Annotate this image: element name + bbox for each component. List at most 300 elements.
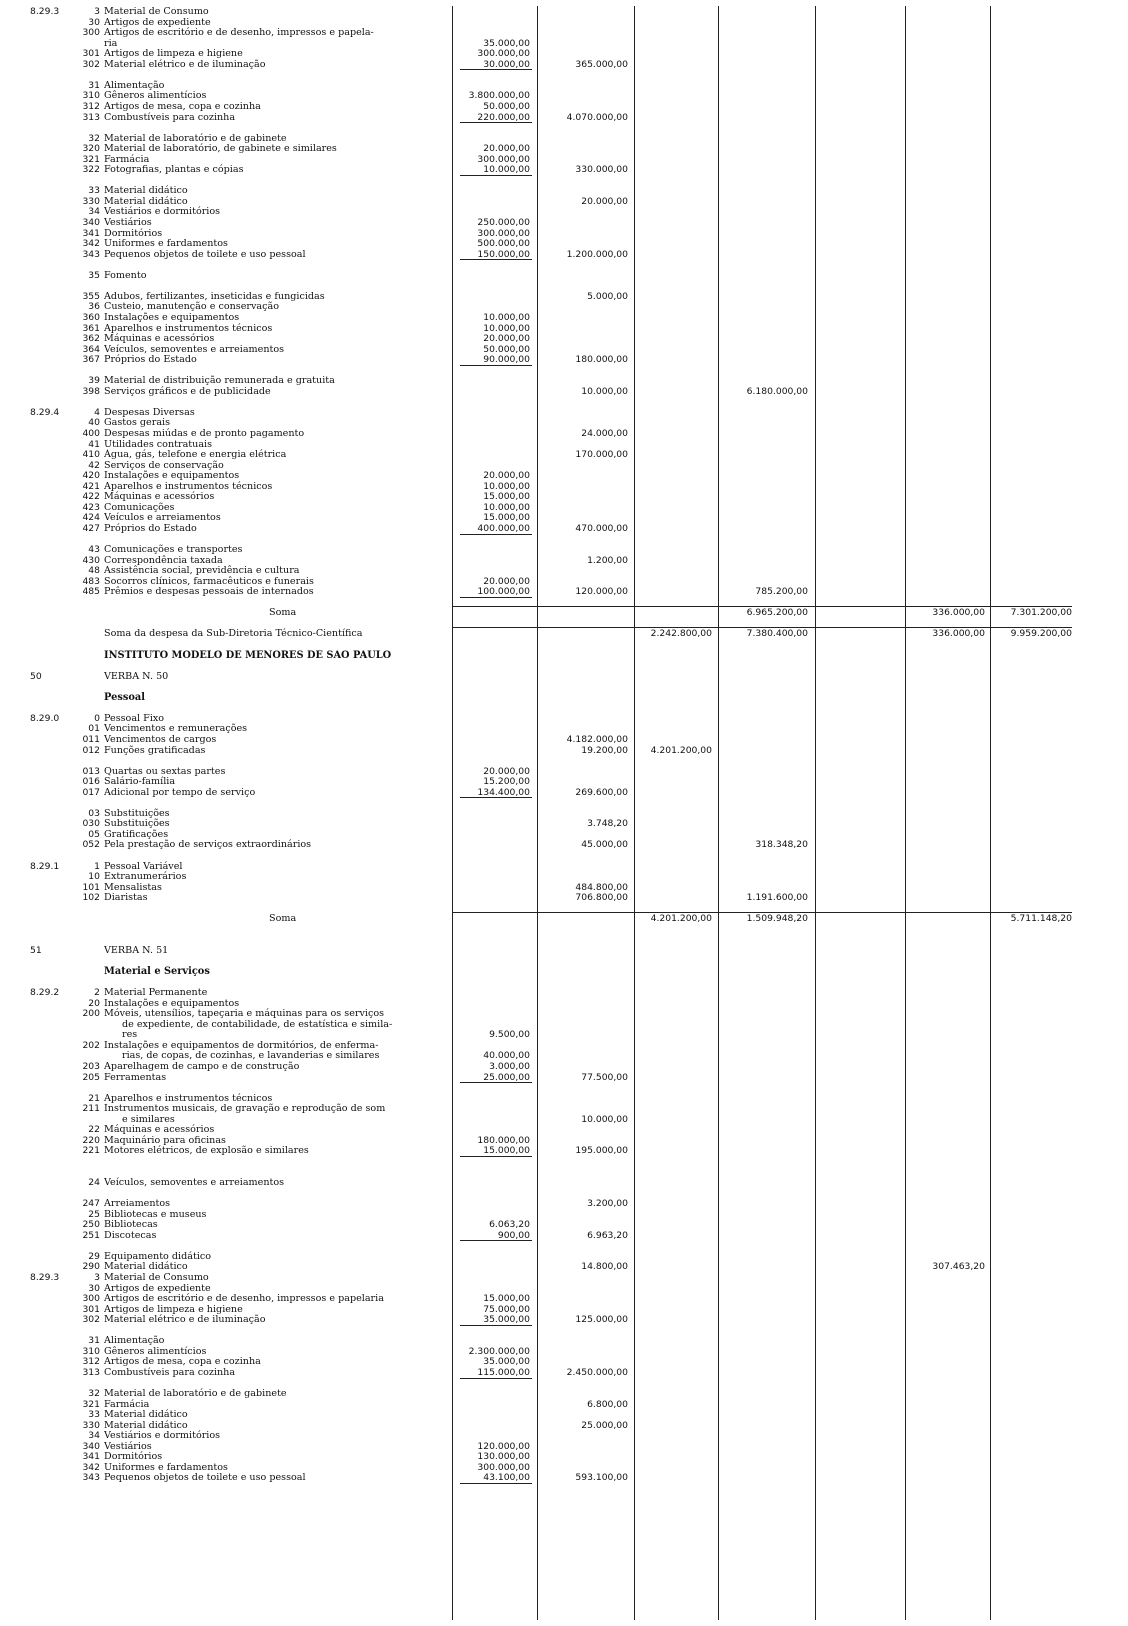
item-description: Adubos, fertilizantes, inseticidas e fungicidas [104, 290, 325, 302]
ledger-row [0, 291, 1128, 302]
item-code: 355 [82, 290, 100, 302]
ledger-row [0, 1145, 1128, 1156]
ledger-row [0, 586, 1128, 597]
section-code: 8.29.4 [30, 406, 60, 418]
item-description: Instalações e equipamentos [104, 470, 240, 482]
amount-v2: 1.200,00 [587, 554, 628, 566]
ledger-row [0, 491, 1128, 502]
item-description: Instalações e equipamentos de dormitórios, de enferma- [104, 1039, 379, 1051]
amount-v4: 7.380.400,00 [746, 628, 808, 640]
item-code: 483 [82, 575, 100, 587]
item-description: Material de laboratório e de gabinete [104, 1388, 287, 1400]
item-description: Dormitórios [104, 1451, 163, 1463]
item-code: 40 [88, 417, 100, 429]
item-description: Próprios do Estado [104, 522, 197, 534]
item-code: 41 [88, 438, 100, 450]
ledger-row [0, 101, 1128, 112]
ledger-row [0, 1430, 1128, 1441]
ledger-row [0, 1462, 1128, 1473]
subtotal-rule [460, 797, 532, 798]
item-code: 22 [88, 1124, 100, 1136]
ledger-row [0, 249, 1128, 260]
ledger-row [0, 1093, 1128, 1104]
ledger-row [0, 766, 1128, 777]
item-code: 361 [82, 322, 100, 334]
amount-v1: 15.200,00 [483, 776, 530, 788]
section-code: 8.29.2 [30, 987, 60, 999]
item-code: 320 [82, 143, 100, 155]
amount-v6: 336.000,00 [932, 607, 985, 619]
item-description: Água, gás, telefone e energia elétrica [104, 449, 287, 461]
ledger-row [0, 1040, 1128, 1051]
ledger-row [0, 1124, 1128, 1135]
amount-v2: 125.000,00 [575, 1314, 628, 1326]
amount-v2: 180.000,00 [575, 354, 628, 366]
ledger-row [0, 1335, 1128, 1346]
item-code: 31 [88, 1335, 100, 1347]
item-description: rias, de copas, de cozinhas, e lavanderias e similares [122, 1050, 380, 1062]
amount-v2: 10.000,00 [581, 385, 628, 397]
ledger-row [0, 1293, 1128, 1304]
amount-v1: 6.063,20 [489, 1219, 530, 1231]
item-code: 48 [88, 565, 100, 577]
spacer-row [0, 797, 1128, 808]
item-code: 36 [88, 301, 100, 313]
item-description: Combustíveis para cozinha [104, 1366, 236, 1378]
item-description: Artigos de expediente [104, 1282, 211, 1294]
ledger-row [0, 1451, 1128, 1462]
item-code: 011 [82, 733, 100, 745]
item-description: Motores elétricos, de explosão e similares [104, 1145, 309, 1157]
item-description: Soma [269, 913, 297, 925]
amount-v2: 3.200,00 [587, 1198, 628, 1210]
item-description: Vestiários e dormitórios [104, 206, 221, 218]
ledger-row [0, 386, 1128, 397]
amount-v1: 43.100,00 [483, 1472, 530, 1484]
item-code: 32 [88, 1388, 100, 1400]
item-description: Artigos de escritório e de desenho, impressos e papelaria [104, 1293, 384, 1305]
item-description: Veículos, semoventes e arreiamentos [104, 1177, 285, 1189]
ledger-row [0, 628, 1128, 639]
item-description: Vencimentos de cargos [104, 733, 217, 745]
item-code: 030 [82, 818, 100, 830]
item-description: Alimentação [104, 1335, 165, 1347]
item-description: Comunicações [104, 501, 175, 513]
item-code: 410 [82, 449, 100, 461]
ledger-row [0, 692, 1128, 703]
spacer-row [0, 1167, 1128, 1178]
subtotal-rule [460, 1325, 532, 1326]
item-code: 485 [82, 586, 100, 598]
item-code: 321 [82, 1398, 100, 1410]
item-code: 340 [82, 1440, 100, 1452]
item-code: 32 [88, 132, 100, 144]
item-description: Dormitórios [104, 227, 163, 239]
item-description: Artigos de limpeza e higiene [104, 48, 243, 60]
item-description: Instrumentos musicais, de gravação e reprodução de som [104, 1103, 386, 1115]
item-code: 341 [82, 227, 100, 239]
amount-v1: 15.000,00 [483, 512, 530, 524]
section-code: 8.29.1 [30, 860, 60, 872]
amount-v1: 90.000,00 [483, 354, 530, 366]
amount-v2: 1.200.000,00 [566, 248, 628, 260]
subtotal-rule [460, 597, 532, 598]
ledger-row [0, 987, 1128, 998]
ledger-row [0, 1356, 1128, 1367]
section-code: 8.29.0 [30, 712, 60, 724]
ledger-row [0, 1388, 1128, 1399]
ledger-row [0, 1072, 1128, 1083]
ledger-row [0, 449, 1128, 460]
total-rule [452, 627, 1072, 628]
amount-v2: 330.000,00 [575, 164, 628, 176]
amount-v1: 9.500,00 [489, 1029, 530, 1041]
item-description: Aparelhos e instrumentos técnicos [104, 1092, 273, 1104]
item-description: Instalações e equipamentos [104, 311, 240, 323]
ledger-row [0, 1135, 1128, 1146]
spacer-row [0, 681, 1128, 692]
amount-v4: 6.180.000,00 [746, 385, 808, 397]
spacer-row [0, 924, 1128, 935]
item-description: VERBA N. 51 [104, 944, 169, 956]
amount-v7: 7.301.200,00 [1010, 607, 1072, 619]
item-description: Material didático [104, 1261, 188, 1273]
amount-v1: 10.000,00 [483, 164, 530, 176]
item-description: Móveis, utensílios, tapeçaria e máquinas para os serviços [104, 1008, 385, 1020]
amount-v1: 100.000,00 [477, 586, 530, 598]
item-code: 302 [82, 58, 100, 70]
item-description: de expediente, de contabilidade, de estatística e simila- [122, 1018, 393, 1030]
item-code: 203 [82, 1061, 100, 1072]
ledger-row [0, 998, 1128, 1009]
item-code: 313 [82, 1366, 100, 1378]
item-description: Artigos de expediente [104, 16, 211, 28]
spacer-row [0, 702, 1128, 713]
item-code: 33 [88, 1409, 100, 1421]
ledger-row [0, 966, 1128, 977]
item-description: Fotografias, plantas e cópias [104, 164, 244, 176]
amount-v1: 20.000,00 [483, 333, 530, 345]
ledger-row [0, 301, 1128, 312]
amount-v1: 20.000,00 [483, 143, 530, 155]
ledger-row [0, 1008, 1128, 1019]
amount-v1: 130.000,00 [477, 1451, 530, 1463]
ledger-row [0, 1061, 1128, 1072]
ledger-row [0, 185, 1128, 196]
amount-v2: 2.450.000,00 [566, 1366, 628, 1378]
item-code: 017 [82, 786, 100, 798]
item-code: 342 [82, 1461, 100, 1473]
item-code: 367 [82, 354, 100, 366]
amount-v1: 10.000,00 [483, 480, 530, 492]
ledger-row [0, 565, 1128, 576]
ledger-row [0, 1251, 1128, 1262]
amount-v2: 484.800,00 [575, 881, 628, 893]
item-code: 250 [82, 1219, 100, 1231]
item-code: 39 [88, 375, 100, 387]
item-code: 10 [88, 871, 100, 883]
amount-v1: 50.000,00 [483, 343, 530, 355]
ledger-row [0, 671, 1128, 682]
amount-v2: 24.000,00 [581, 428, 628, 439]
amount-v2: 706.800,00 [575, 892, 628, 904]
ledger-row [0, 734, 1128, 745]
spacer-row [0, 69, 1128, 80]
item-description: Vestiários [104, 1440, 152, 1452]
item-code: 290 [82, 1261, 100, 1273]
ledger-row [0, 839, 1128, 850]
item-description: Gratificações [104, 828, 169, 840]
total-rule [452, 912, 1072, 913]
spacer-row [0, 755, 1128, 766]
item-description: Vestiários [104, 217, 152, 228]
item-code: 330 [82, 1419, 100, 1431]
amount-v1: 250.000,00 [477, 217, 530, 228]
ledger-row [0, 829, 1128, 840]
item-description: ria [104, 37, 118, 49]
item-description: Vestiários e dormitórios [104, 1430, 221, 1442]
amount-v1: 50.000,00 [483, 100, 530, 112]
amount-v2: 10.000,00 [581, 1113, 628, 1125]
item-description: Utilidades contratuais [104, 438, 213, 450]
item-code: 301 [82, 1303, 100, 1315]
item-description: Correspondência taxada [104, 554, 223, 566]
amount-v1: 10.000,00 [483, 501, 530, 513]
item-description: Material elétrico e de iluminação [104, 58, 266, 70]
item-code: 430 [82, 554, 100, 566]
spacer-row [0, 1325, 1128, 1336]
item-description: Artigos de limpeza e higiene [104, 1303, 243, 1315]
ledger-row [0, 745, 1128, 756]
item-code: 42 [88, 459, 100, 471]
ledger-row [0, 217, 1128, 228]
ledger-row [0, 1029, 1128, 1040]
ledger-row [0, 1346, 1128, 1357]
item-description: Artigos de mesa, copa e cozinha [104, 100, 261, 112]
item-description: Material didático [104, 185, 188, 197]
item-description: Soma da despesa da Sub-Diretoria Técnico-Científica [104, 628, 363, 640]
item-code: 360 [82, 311, 100, 323]
amount-v7: 5.711.148,20 [1010, 913, 1072, 925]
spacer-row [0, 639, 1128, 650]
item-description: Funções gratificadas [104, 744, 206, 756]
item-code: 101 [82, 881, 100, 893]
ledger-row [0, 723, 1128, 734]
ledger-row [0, 502, 1128, 513]
ledger-row [0, 1272, 1128, 1283]
item-code: 30 [88, 1282, 100, 1294]
item-description: Artigos de mesa, copa e cozinha [104, 1356, 261, 1368]
amount-v2: 470.000,00 [575, 522, 628, 534]
amount-v1: 300.000,00 [477, 1461, 530, 1473]
ledger-row [0, 206, 1128, 217]
amount-v6: 307.463,20 [932, 1261, 985, 1273]
amount-v1: 900,00 [497, 1229, 530, 1241]
spacer-row [0, 1082, 1128, 1093]
subtotal-rule [460, 1378, 532, 1379]
ledger-row [0, 154, 1128, 165]
amount-v2: 120.000,00 [575, 586, 628, 598]
item-code: 21 [88, 1092, 100, 1104]
item-description: Ferramentas [104, 1071, 167, 1083]
spacer-row [0, 122, 1128, 133]
item-code: 423 [82, 501, 100, 513]
amount-v1: 300.000,00 [477, 227, 530, 239]
item-description: Instalações e equipamentos [104, 997, 240, 1009]
amount-v1: 15.000,00 [483, 1145, 530, 1157]
total-rule [452, 606, 1072, 607]
ledger-row [0, 38, 1128, 49]
item-code: 300 [82, 27, 100, 39]
item-code: 341 [82, 1451, 100, 1463]
amount-v1: 10.000,00 [483, 322, 530, 334]
amount-v2: 19.200,00 [581, 744, 628, 756]
item-description: Máquinas e acessórios [104, 333, 215, 345]
spacer-row [0, 259, 1128, 270]
item-code: 398 [82, 385, 100, 397]
item-code: 012 [82, 744, 100, 756]
subtotal-rule [460, 365, 532, 366]
item-code: 247 [82, 1198, 100, 1210]
amount-v1: 500.000,00 [477, 238, 530, 250]
ledger-row [0, 650, 1128, 661]
item-description: Fomento [104, 269, 147, 281]
amount-v1: 40.000,00 [483, 1050, 530, 1062]
item-description: Discotecas [104, 1229, 157, 1241]
item-code: 300 [82, 1293, 100, 1305]
spacer-row [0, 977, 1128, 988]
item-description: res [122, 1029, 138, 1041]
ledger-row [0, 787, 1128, 798]
item-code: 01 [88, 723, 100, 735]
ledger-row [0, 1230, 1128, 1241]
amount-v1: 75.000,00 [483, 1303, 530, 1315]
subtotal-rule [460, 175, 532, 176]
amount-v2: 20.000,00 [581, 195, 628, 207]
item-description: Soma [269, 607, 297, 619]
item-description: Extranumerários [104, 871, 187, 883]
amount-v2: 4.070.000,00 [566, 111, 628, 123]
item-description: Equipamento didático [104, 1250, 212, 1262]
item-description: Artigos de escritório e de desenho, impressos e papela- [104, 27, 374, 39]
spacer-row [0, 175, 1128, 186]
section-code: 8.29.3 [30, 1272, 60, 1283]
item-code: 312 [82, 100, 100, 112]
spacer-row [0, 396, 1128, 407]
ledger-row [0, 861, 1128, 872]
item-code: 052 [82, 839, 100, 851]
spacer-row [0, 1240, 1128, 1251]
ledger-row [0, 428, 1128, 439]
ledger-row [0, 323, 1128, 334]
ledger-row [0, 1441, 1128, 1452]
spacer-row [0, 850, 1128, 861]
ledger-row [0, 164, 1128, 175]
item-description: Bibliotecas e museus [104, 1208, 207, 1220]
amount-v7: 9.959.200,00 [1010, 628, 1072, 640]
amount-v1: 150.000,00 [477, 248, 530, 260]
item-code: 25 [88, 1208, 100, 1220]
item-description: Adicional por tempo de serviço [104, 786, 256, 798]
item-description: Material didático [104, 1409, 188, 1421]
item-description: Pessoal Fixo [104, 712, 165, 724]
amount-v1: 180.000,00 [477, 1134, 530, 1146]
amount-v2: 6.800,00 [587, 1398, 628, 1410]
amount-v1: 35.000,00 [483, 1314, 530, 1326]
item-description: Arreiamentos [104, 1198, 171, 1210]
item-code: 03 [88, 807, 100, 819]
amount-v3: 2.242.800,00 [650, 628, 712, 640]
item-description: Custeio, manutenção e conservação [104, 301, 279, 313]
amount-v2: 3.748,20 [587, 818, 628, 830]
ledger-row [0, 1198, 1128, 1209]
section-heading: Material e Serviços [104, 966, 210, 978]
subtotal-rule [460, 1082, 532, 1083]
item-description: Gastos gerais [104, 417, 171, 429]
amount-v1: 115.000,00 [477, 1366, 530, 1378]
subtotal-rule [460, 1483, 532, 1484]
ledger-row [0, 270, 1128, 281]
amount-v2: 45.000,00 [581, 839, 628, 851]
item-code: 221 [82, 1145, 100, 1157]
amount-v2: 5.000,00 [587, 290, 628, 302]
ledger-row [0, 544, 1128, 555]
item-code: 400 [82, 428, 100, 439]
ledger-row [0, 143, 1128, 154]
amount-v3: 4.201.200,00 [650, 744, 712, 756]
ledger-row [0, 607, 1128, 618]
ledger-row [0, 407, 1128, 418]
item-code: 205 [82, 1071, 100, 1083]
item-description: Maquinário para oficinas [104, 1134, 226, 1146]
item-code: 330 [82, 195, 100, 207]
item-code: 013 [82, 765, 100, 777]
subtotal-rule [460, 1240, 532, 1241]
item-description: VERBA N. 50 [104, 670, 169, 682]
item-description: Material didático [104, 1419, 188, 1431]
item-code: 20 [88, 997, 100, 1009]
ledger-row [0, 882, 1128, 893]
amount-v2: 14.800,00 [581, 1261, 628, 1273]
ledger-row [0, 27, 1128, 38]
section-heading: INSTITUTO MODÊLO DE MENORES DE SÃO PAULO [104, 649, 392, 661]
item-description: Material de distribuição remunerada e gratuita [104, 375, 335, 387]
amount-v2: 25.000,00 [581, 1419, 628, 1431]
item-code: 29 [88, 1250, 100, 1262]
item-code: 342 [82, 238, 100, 250]
item-code: 05 [88, 828, 100, 840]
ledger-row [0, 1019, 1128, 1030]
amount-v1: 3.000,00 [489, 1061, 530, 1072]
section-code: 50 [30, 670, 42, 682]
section-heading: Pessoal [104, 691, 145, 703]
item-code: 24 [88, 1177, 100, 1189]
item-description: Material didático [104, 195, 188, 207]
item-code: 251 [82, 1229, 100, 1241]
item-description: Uniformes e fardamentos [104, 1461, 228, 1473]
ledger-row [0, 312, 1128, 323]
ledger-row [0, 228, 1128, 239]
item-code: 220 [82, 1134, 100, 1146]
item-code: 4 [94, 406, 100, 418]
amount-v1: 2.300.000,00 [468, 1345, 530, 1357]
ledger-row [0, 1209, 1128, 1220]
item-code: 3 [94, 1272, 100, 1283]
ledger-row [0, 776, 1128, 787]
ledger-row [0, 1420, 1128, 1431]
item-description: Material de laboratório e de gabinete [104, 132, 287, 144]
subtotal-rule [460, 69, 532, 70]
